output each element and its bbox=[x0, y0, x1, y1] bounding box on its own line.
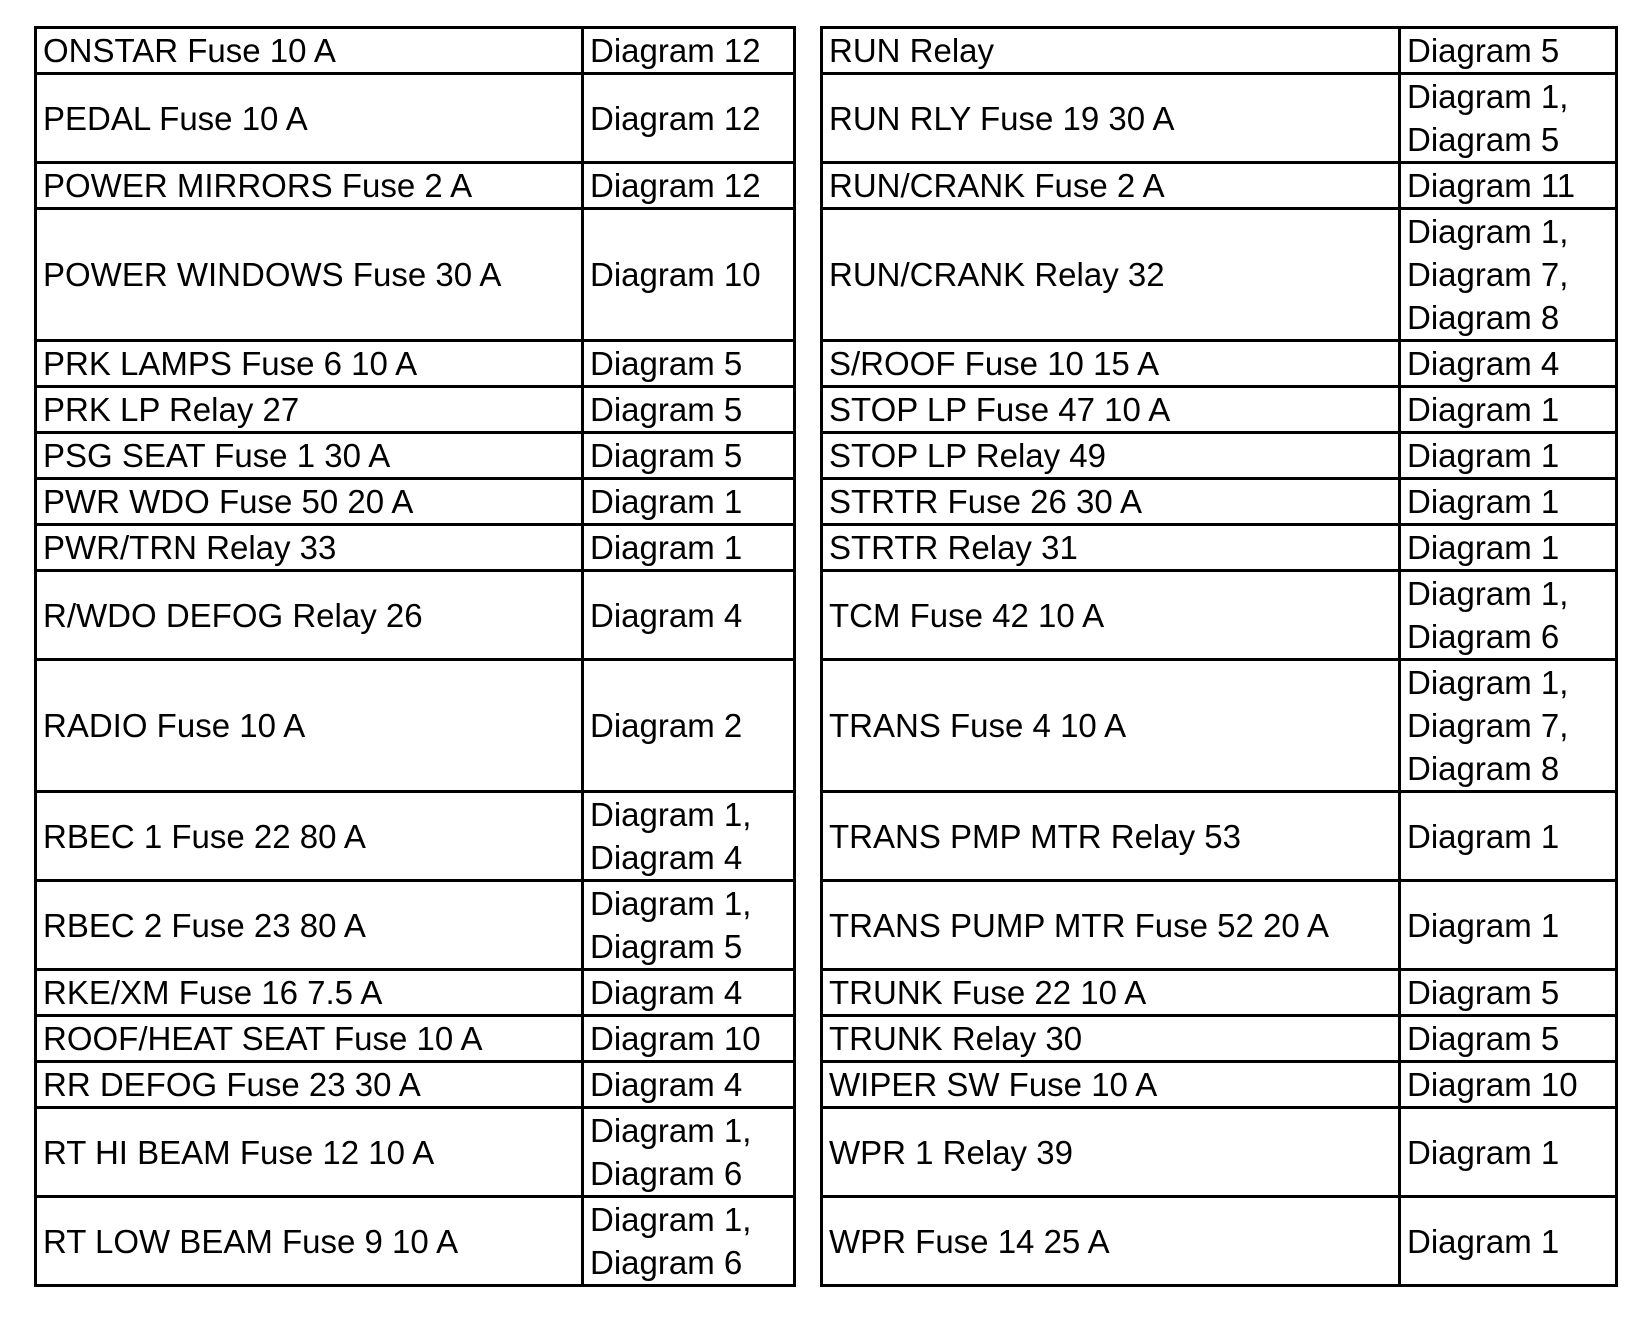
right-diagram-cell bbox=[1400, 209, 1617, 341]
diagram-ref: Diagram 1 bbox=[1407, 391, 1560, 428]
right-diagram-cell bbox=[1400, 571, 1617, 660]
column-gap bbox=[795, 387, 822, 433]
diagram-ref: Diagram 1 bbox=[590, 529, 743, 566]
right-diagram-cell bbox=[1400, 479, 1617, 525]
diagram-ref: Diagram 7, bbox=[1407, 256, 1569, 293]
component-index-body bbox=[36, 28, 1617, 1286]
column-gap bbox=[795, 341, 822, 387]
diagram-ref: Diagram 1, bbox=[1407, 78, 1569, 115]
right-component-cell: WIPER SW Fuse 10 A bbox=[822, 1062, 1400, 1108]
table-row bbox=[36, 1108, 1617, 1197]
diagram-ref: Diagram 1, bbox=[1407, 213, 1569, 250]
right-diagram-cell bbox=[1400, 525, 1617, 571]
column-gap bbox=[795, 571, 822, 660]
diagram-ref: Diagram 12 bbox=[590, 167, 761, 204]
right-component-cell: STRTR Relay 31 bbox=[822, 525, 1400, 571]
left-diagram-cell bbox=[583, 525, 795, 571]
column-gap bbox=[795, 660, 822, 792]
left-diagram-cell bbox=[583, 881, 795, 970]
right-diagram-cell bbox=[1400, 28, 1617, 74]
diagram-ref: Diagram 1 bbox=[1407, 1222, 1560, 1260]
diagram-ref: Diagram 1 bbox=[590, 483, 743, 520]
left-component-cell: RT LOW BEAM Fuse 9 10 A bbox=[36, 1197, 583, 1286]
diagram-ref: Diagram 12 bbox=[590, 32, 761, 69]
column-gap bbox=[795, 479, 822, 525]
column-gap bbox=[795, 792, 822, 881]
left-component-cell: PWR WDO Fuse 50 20 A bbox=[36, 479, 583, 525]
left-diagram-cell bbox=[583, 28, 795, 74]
right-component-cell: RUN/CRANK Fuse 2 A bbox=[822, 163, 1400, 209]
column-gap bbox=[795, 970, 822, 1016]
diagram-ref: Diagram 8 bbox=[1407, 299, 1560, 336]
right-component-cell: TRANS Fuse 4 10 A bbox=[822, 660, 1400, 792]
left-diagram-cell bbox=[583, 163, 795, 209]
right-component-cell: TCM Fuse 42 10 A bbox=[822, 571, 1400, 660]
diagram-ref: Diagram 6 bbox=[590, 1155, 743, 1192]
diagram-ref: Diagram 4 bbox=[590, 1066, 743, 1103]
diagram-ref: Diagram 5 bbox=[590, 391, 743, 428]
left-diagram-cell bbox=[583, 433, 795, 479]
column-gap bbox=[795, 1197, 822, 1286]
table-row bbox=[36, 28, 1617, 74]
left-component-cell: RKE/XM Fuse 16 7.5 A bbox=[36, 970, 583, 1016]
diagram-ref: Diagram 4 bbox=[590, 974, 743, 1011]
left-diagram-cell bbox=[583, 1016, 795, 1062]
left-diagram-cell bbox=[583, 792, 795, 881]
table-row bbox=[36, 163, 1617, 209]
left-diagram-cell bbox=[583, 1108, 795, 1197]
right-component-cell: WPR 1 Relay 39 bbox=[822, 1108, 1400, 1197]
column-gap bbox=[795, 881, 822, 970]
right-diagram-cell bbox=[1400, 792, 1617, 881]
right-diagram-cell bbox=[1400, 881, 1617, 970]
diagram-ref: Diagram 1 bbox=[1407, 817, 1560, 855]
left-diagram-cell bbox=[583, 341, 795, 387]
right-component-cell: RUN Relay bbox=[822, 28, 1400, 74]
table-row bbox=[36, 571, 1617, 660]
left-component-cell: POWER WINDOWS Fuse 30 A bbox=[36, 209, 583, 341]
right-component-cell: STRTR Fuse 26 30 A bbox=[822, 479, 1400, 525]
diagram-ref: Diagram 1, bbox=[1407, 664, 1569, 701]
diagram-ref: Diagram 5 bbox=[1407, 1020, 1560, 1057]
table-row bbox=[36, 792, 1617, 881]
column-gap bbox=[795, 1016, 822, 1062]
left-component-cell: RBEC 1 Fuse 22 80 A bbox=[36, 792, 583, 881]
left-component-cell: PRK LP Relay 27 bbox=[36, 387, 583, 433]
diagram-ref: Diagram 10 bbox=[590, 256, 761, 293]
diagram-ref: Diagram 1, bbox=[590, 796, 752, 833]
left-component-cell: RR DEFOG Fuse 23 30 A bbox=[36, 1062, 583, 1108]
diagram-ref: Diagram 4 bbox=[590, 839, 743, 876]
right-diagram-cell bbox=[1400, 163, 1617, 209]
diagram-ref: Diagram 11 bbox=[1407, 167, 1576, 204]
right-component-cell: RUN RLY Fuse 19 30 A bbox=[822, 74, 1400, 163]
diagram-ref: Diagram 5 bbox=[590, 437, 743, 474]
column-gap bbox=[795, 525, 822, 571]
column-gap bbox=[795, 433, 822, 479]
right-component-cell: TRUNK Relay 30 bbox=[822, 1016, 1400, 1062]
right-component-cell: S/ROOF Fuse 10 15 A bbox=[822, 341, 1400, 387]
right-diagram-cell bbox=[1400, 1016, 1617, 1062]
diagram-ref: Diagram 12 bbox=[590, 99, 761, 137]
table-row bbox=[36, 525, 1617, 571]
diagram-ref: Diagram 5 bbox=[590, 928, 743, 965]
table-row bbox=[36, 1016, 1617, 1062]
diagram-ref: Diagram 8 bbox=[1407, 750, 1560, 787]
table-row bbox=[36, 1197, 1617, 1286]
right-diagram-cell bbox=[1400, 74, 1617, 163]
diagram-ref: Diagram 1, bbox=[590, 885, 752, 922]
left-diagram-cell bbox=[583, 479, 795, 525]
diagram-ref: Diagram 6 bbox=[590, 1244, 743, 1281]
left-component-cell: RT HI BEAM Fuse 12 10 A bbox=[36, 1108, 583, 1197]
column-gap bbox=[795, 74, 822, 163]
right-diagram-cell bbox=[1400, 1197, 1617, 1286]
right-component-cell: TRANS PUMP MTR Fuse 52 20 A bbox=[822, 881, 1400, 970]
diagram-ref: Diagram 1 bbox=[1407, 483, 1560, 520]
diagram-ref: Diagram 1 bbox=[1407, 437, 1560, 474]
left-diagram-cell bbox=[583, 74, 795, 163]
diagram-ref: Diagram 1 bbox=[1407, 906, 1560, 944]
diagram-ref: Diagram 1 bbox=[1407, 1133, 1560, 1171]
diagram-ref: Diagram 1 bbox=[1407, 529, 1560, 566]
left-component-cell: R/WDO DEFOG Relay 26 bbox=[36, 571, 583, 660]
diagram-ref: Diagram 4 bbox=[590, 596, 743, 634]
table-row bbox=[36, 479, 1617, 525]
left-component-cell: RADIO Fuse 10 A bbox=[36, 660, 583, 792]
right-component-cell: TRANS PMP MTR Relay 53 bbox=[822, 792, 1400, 881]
left-diagram-cell bbox=[583, 660, 795, 792]
left-component-cell: ONSTAR Fuse 10 A bbox=[36, 28, 583, 74]
diagram-ref: Diagram 1, bbox=[590, 1112, 752, 1149]
diagram-ref: Diagram 5 bbox=[1407, 32, 1560, 69]
table-row bbox=[36, 74, 1617, 163]
left-diagram-cell bbox=[583, 209, 795, 341]
diagram-ref: Diagram 7, bbox=[1407, 707, 1569, 744]
left-component-cell: PRK LAMPS Fuse 6 10 A bbox=[36, 341, 583, 387]
diagram-ref: Diagram 2 bbox=[590, 707, 743, 744]
table-row bbox=[36, 970, 1617, 1016]
left-component-cell: PSG SEAT Fuse 1 30 A bbox=[36, 433, 583, 479]
right-diagram-cell bbox=[1400, 433, 1617, 479]
right-diagram-cell bbox=[1400, 1062, 1617, 1108]
column-gap bbox=[795, 209, 822, 341]
right-component-cell: STOP LP Fuse 47 10 A bbox=[822, 387, 1400, 433]
table-row bbox=[36, 209, 1617, 341]
table-row bbox=[36, 387, 1617, 433]
right-diagram-cell bbox=[1400, 660, 1617, 792]
diagram-ref: Diagram 6 bbox=[1407, 618, 1560, 655]
left-diagram-cell bbox=[583, 970, 795, 1016]
right-diagram-cell bbox=[1400, 1108, 1617, 1197]
left-diagram-cell bbox=[583, 1197, 795, 1286]
table-row bbox=[36, 881, 1617, 970]
left-diagram-cell bbox=[583, 571, 795, 660]
table-row bbox=[36, 1062, 1617, 1108]
left-component-cell: PWR/TRN Relay 33 bbox=[36, 525, 583, 571]
right-diagram-cell bbox=[1400, 341, 1617, 387]
right-component-cell: RUN/CRANK Relay 32 bbox=[822, 209, 1400, 341]
diagram-ref: Diagram 5 bbox=[1407, 121, 1560, 158]
right-component-cell: WPR Fuse 14 25 A bbox=[822, 1197, 1400, 1286]
right-component-cell: STOP LP Relay 49 bbox=[822, 433, 1400, 479]
diagram-ref: Diagram 1, bbox=[590, 1201, 752, 1238]
table-row bbox=[36, 660, 1617, 792]
left-component-cell: ROOF/HEAT SEAT Fuse 10 A bbox=[36, 1016, 583, 1062]
left-diagram-cell bbox=[583, 387, 795, 433]
column-gap bbox=[795, 28, 822, 74]
left-component-cell: PEDAL Fuse 10 A bbox=[36, 74, 583, 163]
table-row bbox=[36, 433, 1617, 479]
left-component-cell: POWER MIRRORS Fuse 2 A bbox=[36, 163, 583, 209]
right-diagram-cell bbox=[1400, 970, 1617, 1016]
diagram-ref: Diagram 10 bbox=[590, 1020, 761, 1057]
diagram-ref: Diagram 10 bbox=[1407, 1066, 1578, 1103]
diagram-ref: Diagram 5 bbox=[1407, 974, 1560, 1011]
diagram-ref: Diagram 1, bbox=[1407, 575, 1569, 612]
diagram-ref: Diagram 5 bbox=[590, 345, 743, 382]
column-gap bbox=[795, 1062, 822, 1108]
left-component-cell: RBEC 2 Fuse 23 80 A bbox=[36, 881, 583, 970]
right-diagram-cell bbox=[1400, 387, 1617, 433]
column-gap bbox=[795, 163, 822, 209]
table-row bbox=[36, 341, 1617, 387]
component-index-table bbox=[34, 26, 1618, 1287]
left-diagram-cell bbox=[583, 1062, 795, 1108]
diagram-ref: Diagram 4 bbox=[1407, 345, 1560, 382]
right-component-cell: TRUNK Fuse 22 10 A bbox=[822, 970, 1400, 1016]
column-gap bbox=[795, 1108, 822, 1197]
